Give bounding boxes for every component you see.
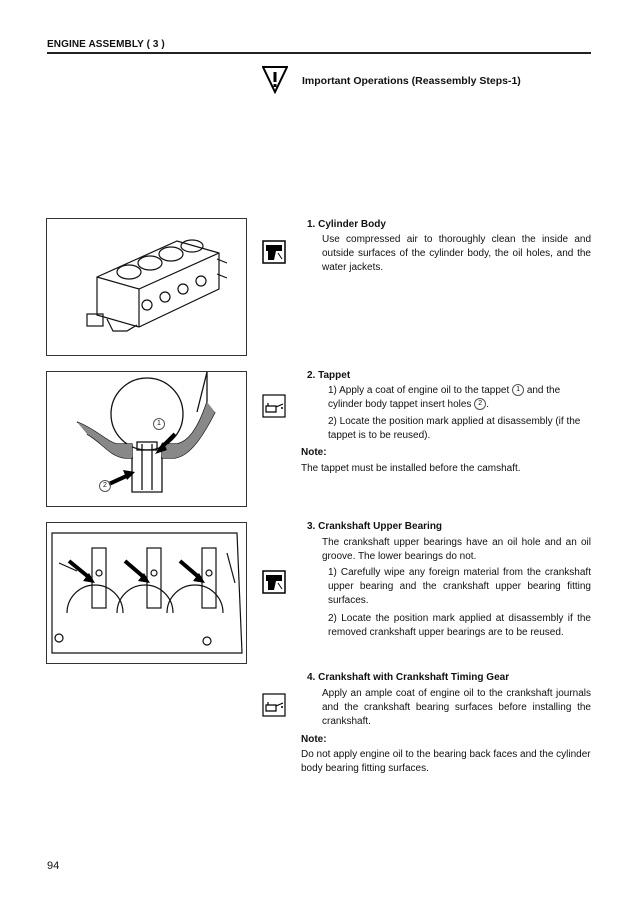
cylinder-block-illustration	[46, 218, 247, 356]
tappet-section-illustration	[46, 371, 247, 507]
tappet-callout-mark: 1	[512, 384, 524, 396]
compressed-air-icon	[262, 240, 286, 264]
section-3-intro: The crankshaft upper bearings have an oil hole and an oil groove. The lower bearings do not.	[322, 537, 591, 562]
section-2-step-1	[328, 384, 591, 412]
section-4-body: Apply an ample coat of engine oil to the crankshaft journals and the crankshaft bearing surfaces before installing the crankshaft.	[322, 688, 591, 727]
section-2-note-label: Note:	[301, 447, 327, 458]
section-2-note-text: The tappet must be installed before the camshaft.	[301, 463, 521, 474]
callout-tappet-2: 2	[99, 480, 111, 492]
section-3-heading: 3. Crankshaft Upper Bearing	[307, 521, 443, 532]
section-2-step-2: 2) Locate the position mark applied at disassembly (if the tappet is to be reused).	[328, 416, 581, 441]
section-1-heading: 1. Cylinder Body	[307, 219, 386, 230]
section-4-note-label: Note:	[301, 734, 327, 745]
section-1-body: Use compressed air to thoroughly clean the inside and outside surfaces of the cylinder body, the oil holes, and the water jackets.	[322, 234, 591, 273]
section-4-heading: 4. Crankshaft with Crankshaft Timing Gear	[307, 672, 510, 683]
oil-can-icon	[262, 394, 286, 418]
section-3-step-1: 1) Carefully wipe any foreign material from the crankshaft upper bearing and the crankshaft upper bearing fitting surfaces.	[328, 567, 591, 606]
section-2-step-1-text-b: and the cylinder body tappet insert holes	[328, 385, 561, 410]
section-3-step-2: 2) Locate the position mark applied at disassembly if the removed crankshaft upper bearings are to be reused.	[328, 613, 591, 638]
crankshaft-bearing-illustration	[46, 522, 247, 664]
insert-hole-callout-mark: 2	[474, 398, 486, 410]
section-4-note-text: Do not apply engine oil to the bearing back faces and the cylinder body bearing fitting surfaces.	[301, 749, 591, 774]
section-2-step-1-text-a: 1) Apply a coat of engine oil to the tappet	[328, 385, 510, 396]
page-number: 94	[47, 860, 60, 872]
callout-tappet-1: 1	[153, 418, 165, 430]
page-header-title: ENGINE ASSEMBLY ( 3 )	[47, 39, 165, 50]
section-2-step-1-text-c: .	[486, 399, 489, 410]
header-rule	[47, 52, 591, 54]
oil-can-icon	[262, 693, 286, 717]
wipe-clean-icon	[262, 570, 286, 594]
section-2-heading: 2. Tappet	[307, 370, 351, 381]
important-operations-title: Important Operations (Reassembly Steps-1)	[302, 75, 521, 87]
warning-icon	[262, 64, 288, 94]
